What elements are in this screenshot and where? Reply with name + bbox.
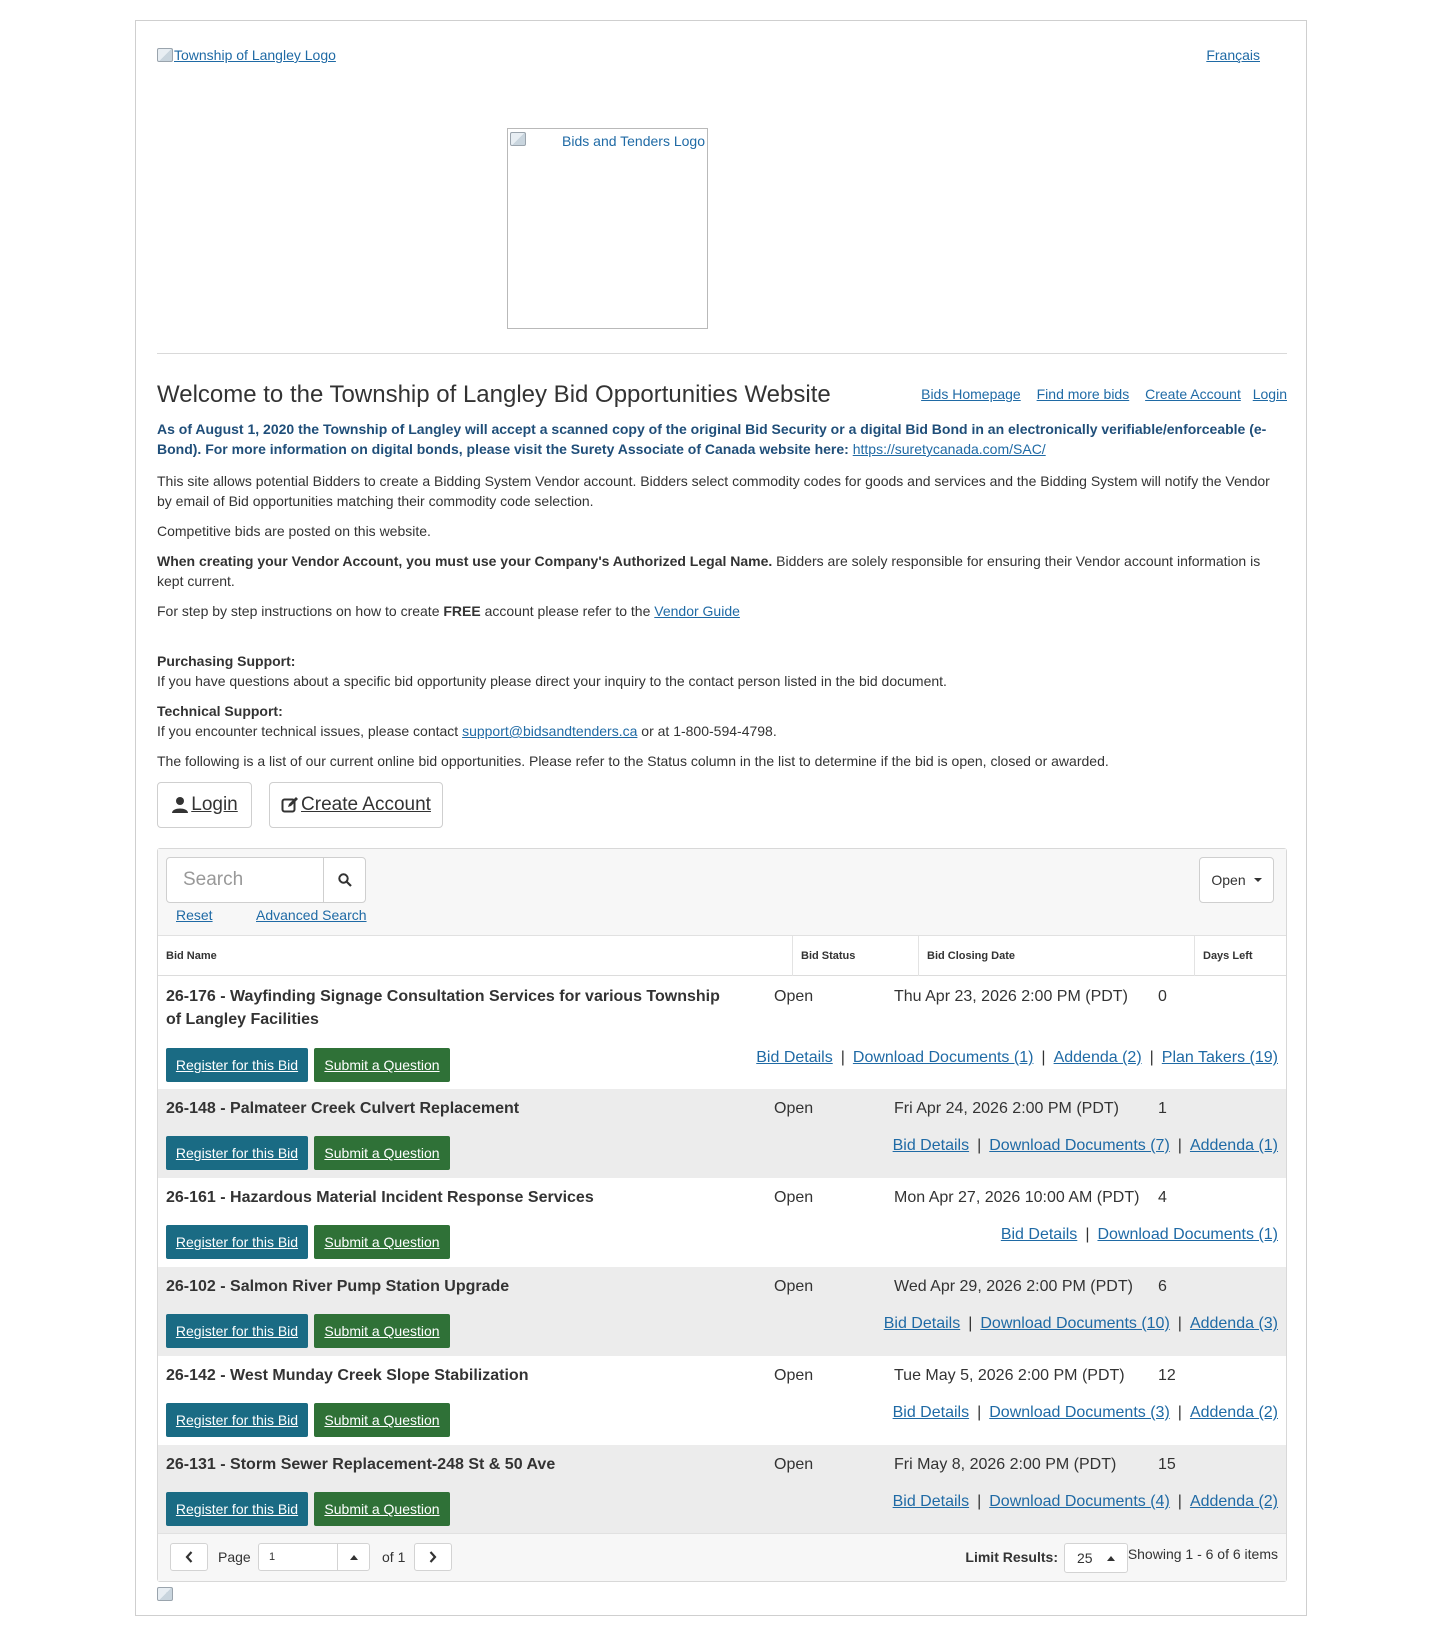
addenda-link[interactable]: Addenda (2) xyxy=(1053,1049,1142,1066)
submit-question-button[interactable]: Submit a Question xyxy=(314,1136,450,1170)
plan-takers-link[interactable]: Plan Takers (19) xyxy=(1161,1049,1278,1066)
download-documents-link[interactable]: Download Documents (4) xyxy=(989,1493,1170,1510)
surety-link[interactable]: https://suretycanada.com/SAC/ xyxy=(852,441,1046,457)
page-title: Welcome to the Township of Langley Bid Opportunities Website xyxy=(157,381,831,408)
addenda-link[interactable]: Addenda (2) xyxy=(1189,1404,1278,1421)
limit-results-label: Limit Results: xyxy=(965,1549,1058,1565)
register-bid-button[interactable]: Register for this Bid xyxy=(166,1225,308,1259)
bid-days-left: 0 xyxy=(1158,988,1167,1005)
bids-logo-alt: Bids and Tenders Logo xyxy=(562,133,705,149)
limit-results-value: 25 xyxy=(1077,1550,1093,1566)
bid-details-link[interactable]: Bid Details xyxy=(892,1404,970,1421)
separator: | xyxy=(1177,1493,1182,1510)
page-number-input[interactable] xyxy=(258,1543,370,1571)
advanced-search-link[interactable]: Advanced Search xyxy=(256,907,367,923)
bid-links xyxy=(893,1404,1278,1422)
grid-toolbar xyxy=(158,849,1286,936)
bid-row xyxy=(158,1445,1286,1534)
bid-row xyxy=(158,1356,1286,1445)
next-page-button[interactable] xyxy=(414,1543,452,1571)
reset-link[interactable]: Reset xyxy=(176,907,213,923)
search-icon xyxy=(338,873,352,887)
bid-days-left: 15 xyxy=(1158,1456,1176,1473)
status-filter-value: Open xyxy=(1211,872,1246,888)
technical-text-a: If you encounter technical issues, please contact xyxy=(157,723,463,739)
col-bid-name[interactable]: Bid Name xyxy=(166,950,217,962)
download-documents-link[interactable]: Download Documents (1) xyxy=(852,1049,1034,1066)
separator: | xyxy=(977,1137,982,1154)
bid-status: Open xyxy=(774,1278,814,1295)
vendor-guide-paragraph xyxy=(157,601,1287,621)
bid-name: 26-148 - Palmateer Creek Culvert Replacement xyxy=(166,1100,520,1117)
register-bid-button[interactable]: Register for this Bid xyxy=(166,1314,308,1348)
status-filter-dropdown[interactable] xyxy=(1199,857,1274,903)
top-nav xyxy=(909,386,1287,402)
support-email-link[interactable]: support@bidsandtenders.ca xyxy=(462,723,638,739)
bid-row xyxy=(158,1267,1286,1356)
bid-status: Open xyxy=(774,988,814,1005)
bid-closing-date: Wed Apr 29, 2026 2:00 PM (PDT) xyxy=(894,1278,1133,1295)
find-more-bids-link[interactable]: Find more bids xyxy=(1036,386,1130,402)
bid-closing-date: Thu Apr 23, 2026 2:00 PM (PDT) xyxy=(894,988,1128,1005)
login-link[interactable]: Login xyxy=(1252,386,1287,402)
guide-text-b: account please refer to the xyxy=(480,603,655,619)
separator: | xyxy=(1177,1137,1182,1154)
bid-links xyxy=(884,1315,1278,1333)
technical-support-text xyxy=(157,721,1287,741)
separator: | xyxy=(977,1493,982,1510)
col-bid-status[interactable]: Bid Status xyxy=(792,936,918,976)
bid-row xyxy=(158,1089,1286,1178)
register-bid-button[interactable]: Register for this Bid xyxy=(166,1048,308,1082)
col-days-left[interactable]: Days Left xyxy=(1194,936,1286,976)
bid-closing-date: Fri May 8, 2026 2:00 PM (PDT) xyxy=(894,1456,1117,1473)
separator: | xyxy=(1177,1315,1182,1332)
search-box xyxy=(166,857,366,903)
bid-name: 26-131 - Storm Sewer Replacement-248 St & 50 Ave xyxy=(166,1456,556,1473)
user-icon xyxy=(171,796,189,814)
search-input[interactable] xyxy=(167,858,323,902)
bids-and-tenders-logo xyxy=(507,128,708,329)
broken-image-icon xyxy=(157,48,173,62)
separator: | xyxy=(968,1315,973,1332)
bid-details-link[interactable]: Bid Details xyxy=(883,1315,961,1332)
login-button[interactable] xyxy=(157,782,252,828)
caret-up-icon xyxy=(1107,1556,1115,1561)
divider xyxy=(157,353,1287,354)
legal-name-notice: When creating your Vendor Account, you must use your Company's Authorized Legal Name. xyxy=(157,553,773,569)
submit-question-button[interactable]: Submit a Question xyxy=(314,1492,450,1526)
download-documents-link[interactable]: Download Documents (3) xyxy=(989,1404,1170,1421)
vendor-account-paragraph xyxy=(157,551,1287,591)
bid-days-left: 6 xyxy=(1158,1278,1167,1295)
addenda-link[interactable]: Addenda (1) xyxy=(1189,1137,1278,1154)
addenda-link[interactable]: Addenda (3) xyxy=(1189,1315,1278,1332)
bid-closing-date: Tue May 5, 2026 2:00 PM (PDT) xyxy=(894,1367,1125,1384)
separator: | xyxy=(977,1404,982,1421)
separator: | xyxy=(1041,1049,1046,1066)
download-documents-link[interactable]: Download Documents (1) xyxy=(1097,1226,1278,1243)
ebond-notice xyxy=(157,419,1287,459)
create-account-link[interactable]: Create Account xyxy=(1145,386,1241,402)
bid-row xyxy=(158,977,1286,1089)
login-button-label: Login xyxy=(191,794,238,815)
competitive-bids-text: Competitive bids are posted on this website. xyxy=(157,523,431,539)
limit-results-dropdown[interactable] xyxy=(1064,1543,1128,1573)
addenda-link[interactable]: Addenda (2) xyxy=(1189,1493,1278,1510)
grid-header xyxy=(158,936,1286,976)
register-bid-button[interactable]: Register for this Bid xyxy=(166,1403,308,1437)
page-label: Page xyxy=(218,1549,251,1565)
bid-days-left: 12 xyxy=(1158,1367,1176,1384)
bid-details-link[interactable]: Bid Details xyxy=(1000,1226,1078,1243)
submit-question-button[interactable]: Submit a Question xyxy=(314,1048,450,1082)
township-logo-link[interactable] xyxy=(157,47,336,63)
free-text: FREE xyxy=(443,603,481,619)
create-account-button[interactable] xyxy=(269,782,443,828)
bids-grid xyxy=(157,848,1287,1582)
previous-page-button[interactable] xyxy=(170,1543,208,1571)
footer-broken-image xyxy=(157,1586,174,1602)
chevron-left-icon xyxy=(185,1551,193,1563)
bid-days-left: 1 xyxy=(1158,1100,1167,1117)
bid-name: 26-161 - Hazardous Material Incident Response Services xyxy=(166,1189,594,1206)
register-bid-button[interactable]: Register for this Bid xyxy=(166,1136,308,1170)
intro-paragraph: This site allows potential Bidders to create a Bidding System Vendor account. Bidders select commodity codes for goods and services and the Bidding System will notify the Vendor by email of Bid opportunities matching their commodity code selection. xyxy=(157,473,1270,509)
submit-question-button[interactable]: Submit a Question xyxy=(314,1225,450,1259)
guide-text-a: For step by step instructions on how to create xyxy=(157,603,444,619)
separator: | xyxy=(1177,1404,1182,1421)
chevron-right-icon xyxy=(429,1551,437,1563)
caret-down-icon xyxy=(1254,878,1262,882)
separator: | xyxy=(1149,1049,1154,1066)
search-button[interactable] xyxy=(323,858,365,902)
bid-row xyxy=(158,1178,1286,1267)
technical-text-b: or at 1-800-594-4798. xyxy=(637,723,777,739)
bid-days-left: 4 xyxy=(1158,1189,1167,1206)
bid-links xyxy=(893,1137,1278,1155)
register-bid-button[interactable]: Register for this Bid xyxy=(166,1492,308,1526)
submit-question-button[interactable]: Submit a Question xyxy=(314,1403,450,1437)
bid-closing-date: Mon Apr 27, 2026 10:00 AM (PDT) xyxy=(894,1189,1140,1206)
col-closing-date[interactable]: Bid Closing Date xyxy=(918,936,1194,976)
download-documents-link[interactable]: Download Documents (7) xyxy=(989,1137,1170,1154)
bid-links xyxy=(893,1493,1278,1511)
submit-question-button[interactable]: Submit a Question xyxy=(314,1314,450,1348)
bid-details-link[interactable]: Bid Details xyxy=(892,1137,970,1154)
township-logo-alt: Township of Langley Logo xyxy=(174,47,336,63)
page-spinner[interactable] xyxy=(337,1544,369,1570)
bid-list-intro: The following is a list of our current online bid opportunities. Please refer to the Status column in the list to determine if the bid is open, closed or awarded. xyxy=(157,753,1109,769)
edit-icon xyxy=(281,796,299,814)
purchasing-support-text: If you have questions about a specific bid opportunity please direct your inquiry to the contact person listed in the bid document. xyxy=(157,673,947,689)
caret-up-icon xyxy=(350,1555,358,1560)
bid-details-link[interactable]: Bid Details xyxy=(756,1049,833,1066)
bid-status: Open xyxy=(774,1100,814,1117)
bid-name: 26-102 - Salmon River Pump Station Upgrade xyxy=(166,1278,510,1295)
broken-image-icon xyxy=(510,132,526,146)
page-container xyxy=(135,20,1307,1616)
ebond-notice-text: As of August 1, 2020 the Township of Langley will accept a scanned copy of the original Bid Security or a digital Bid Bond in an electronically verifiable/enforceable (e-Bond). For more information on digital bonds, please visit the Surety Associate of Canada website here: xyxy=(157,421,1267,457)
purchasing-heading-text: Purchasing Support: xyxy=(157,653,296,669)
bid-links xyxy=(756,1049,1278,1067)
page-number-value: 1 xyxy=(269,1551,276,1563)
showing-items-text: Showing 1 - 6 of 6 items xyxy=(1127,1546,1278,1562)
vendor-guide-link[interactable]: Vendor Guide xyxy=(654,603,740,619)
bid-links xyxy=(1001,1226,1278,1244)
grid-pager xyxy=(158,1533,1286,1581)
bid-closing-date: Fri Apr 24, 2026 2:00 PM (PDT) xyxy=(894,1100,1119,1117)
technical-heading-text: Technical Support: xyxy=(157,703,283,719)
bid-status: Open xyxy=(774,1367,814,1384)
bid-details-link[interactable]: Bid Details xyxy=(892,1493,970,1510)
purchasing-support-heading xyxy=(157,651,1287,671)
vendor-account-rest: Bidders are solely responsible for ensuring their Vendor account information is kept current. xyxy=(157,553,1261,589)
bid-name: 26-176 - Wayfinding Signage Consultation Services for various Township of Langley Facilities xyxy=(166,988,720,1028)
create-account-button-label: Create Account xyxy=(301,794,431,815)
page-count-label: of 1 xyxy=(382,1549,406,1565)
francais-link[interactable]: Français xyxy=(1206,47,1260,63)
broken-image-icon xyxy=(157,1587,173,1601)
separator: | xyxy=(1085,1226,1090,1243)
bid-name: 26-142 - West Munday Creek Slope Stabilization xyxy=(166,1367,529,1384)
technical-support-heading xyxy=(157,701,1287,721)
bids-homepage-link[interactable]: Bids Homepage xyxy=(921,386,1021,402)
bid-status: Open xyxy=(774,1189,814,1206)
bid-status: Open xyxy=(774,1456,814,1473)
download-documents-link[interactable]: Download Documents (10) xyxy=(980,1315,1170,1332)
separator: | xyxy=(840,1049,845,1066)
